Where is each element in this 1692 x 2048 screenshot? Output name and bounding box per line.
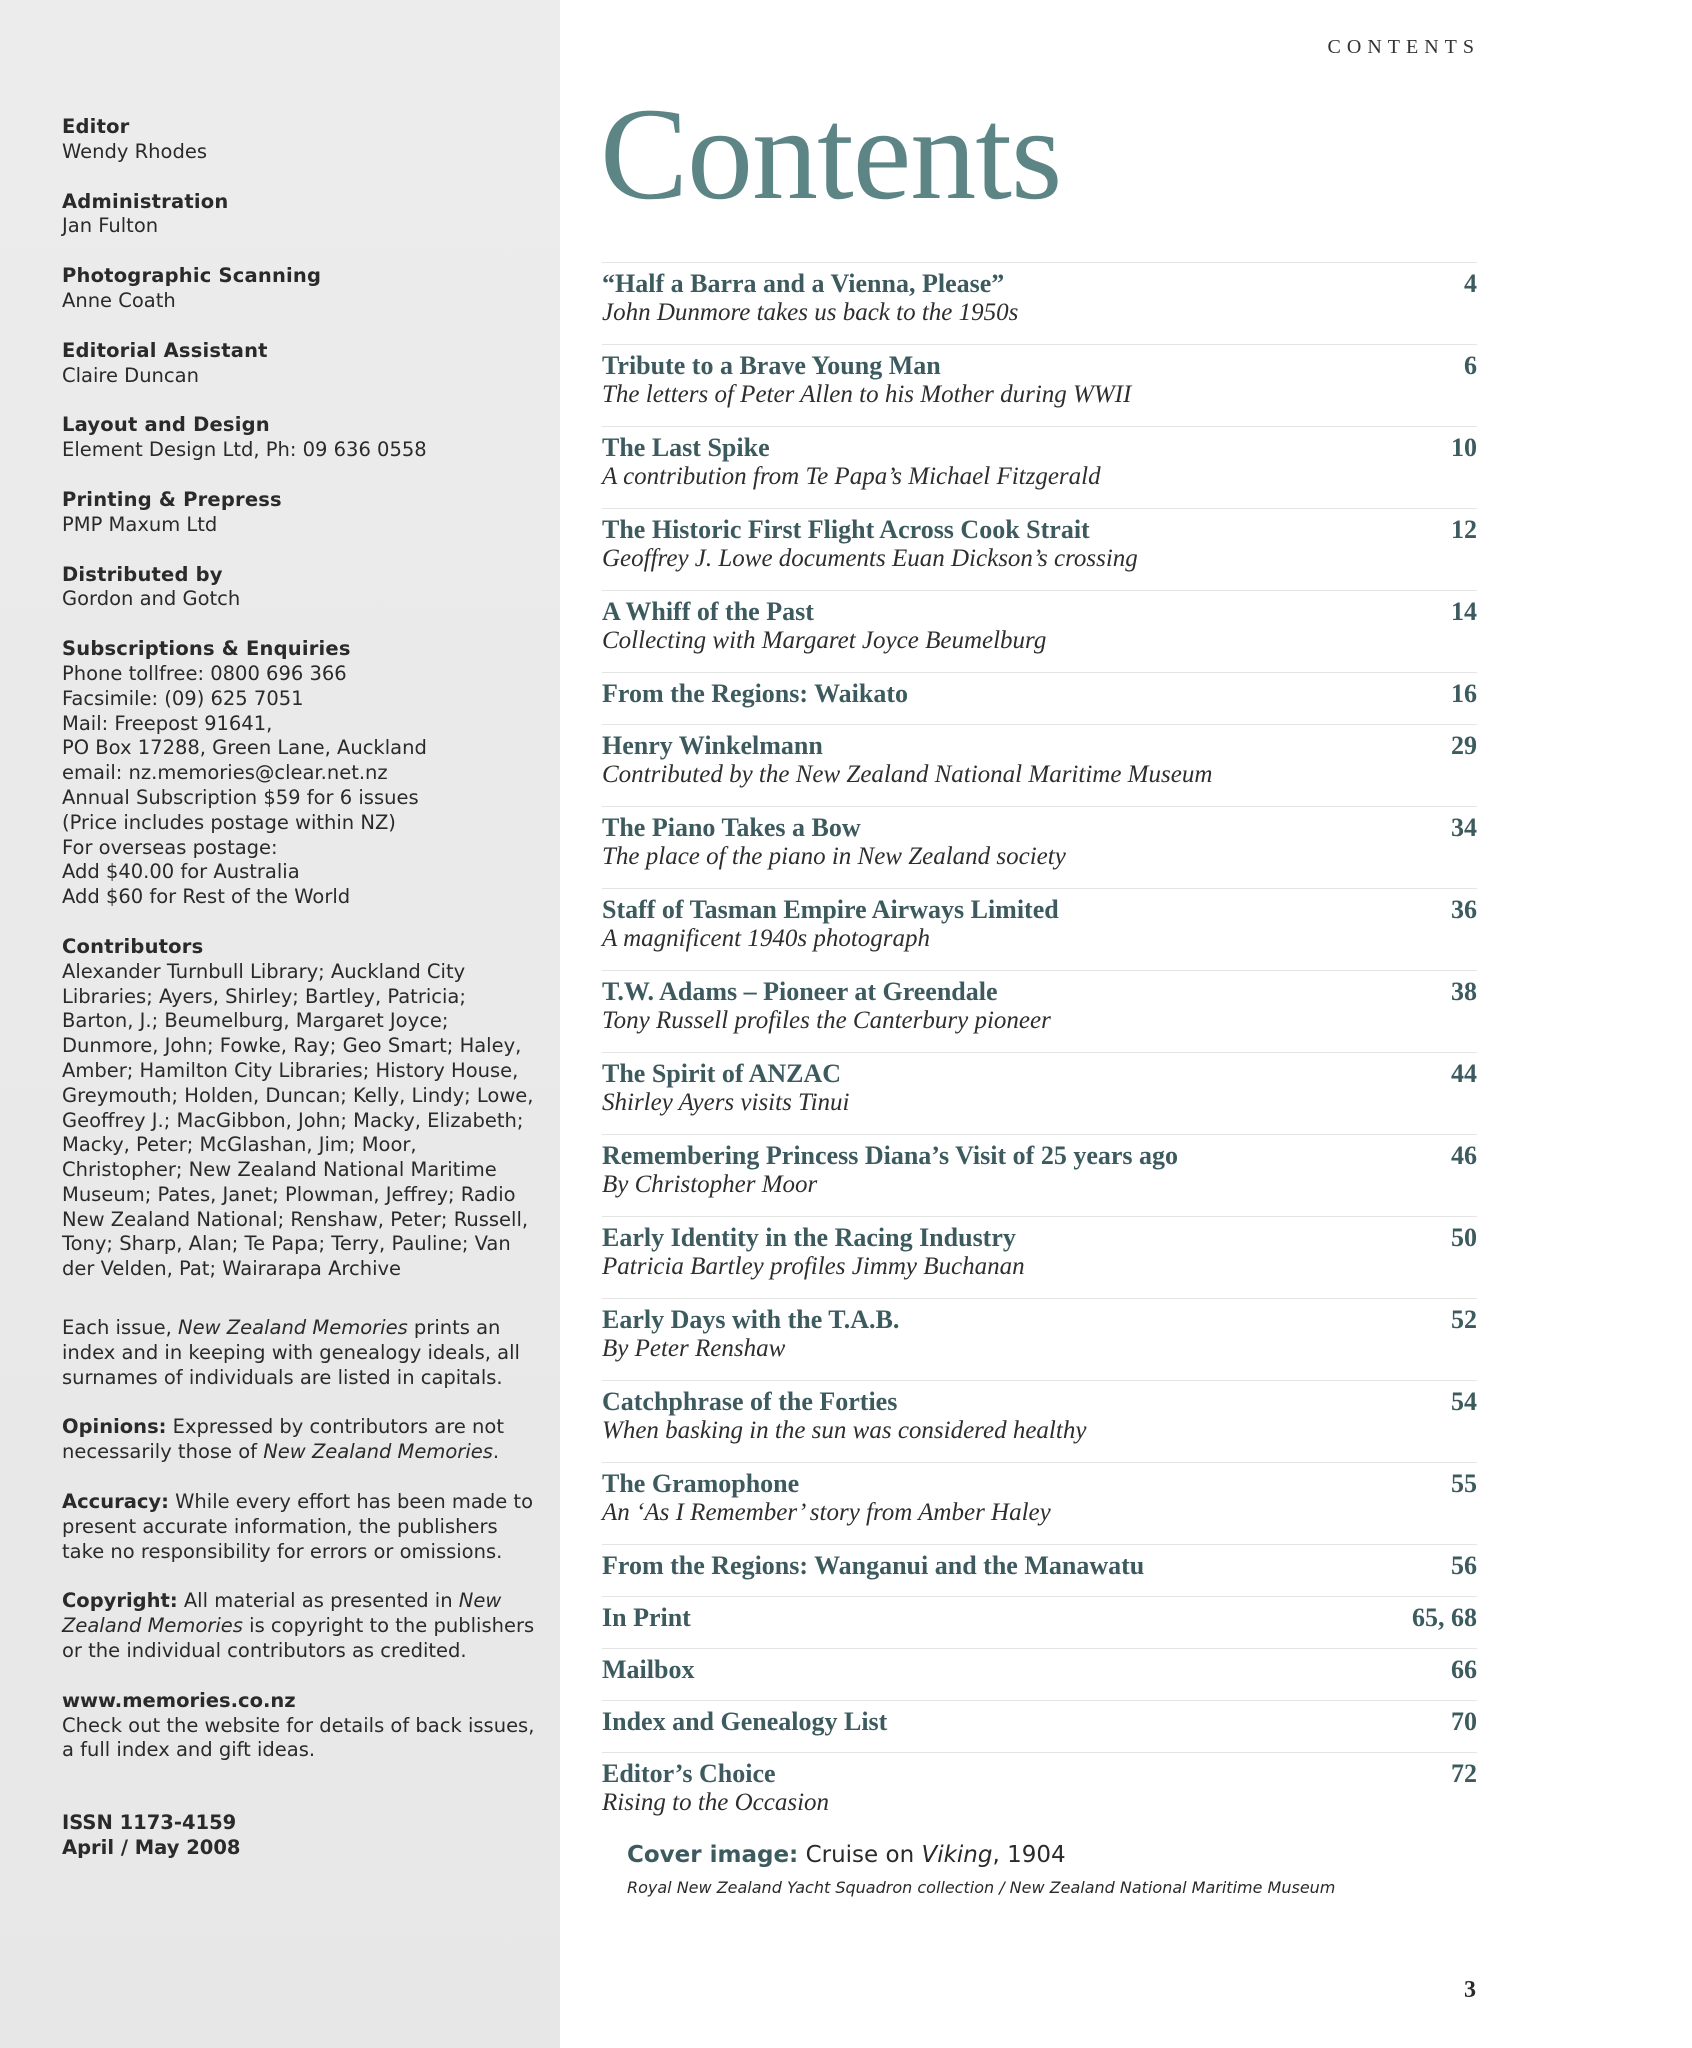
issn-block: [62, 1811, 540, 1861]
website-link[interactable]: www.memories.co.nz: [62, 1688, 296, 1712]
entry-title: Catchphrase of the Forties: [602, 1387, 898, 1416]
entry-subtitle: Patricia Bartley profiles Jimmy Buchanan: [602, 1253, 1025, 1280]
subscriptions-heading: Subscriptions & Enquiries: [62, 637, 351, 661]
credit-role: Editorial Assistant: [62, 338, 268, 362]
section-label: CONTENTS: [1327, 36, 1480, 58]
copyright-magazine: New Zealand Memories: [62, 1589, 502, 1638]
entry-page-number: 4: [1464, 269, 1477, 298]
contributors-block: [62, 935, 540, 1282]
index-note-magazine: New Zealand Memories: [178, 1316, 408, 1340]
contents-entry: [602, 1134, 1477, 1216]
entry-page-number: 52: [1451, 1305, 1477, 1334]
subscription-line: Phone tollfree: 0800 696 366: [62, 661, 347, 685]
entry-page-number: 14: [1451, 597, 1477, 626]
subscription-line: email: nz.memories@clear.net.nz: [62, 761, 388, 785]
credit-item: [62, 413, 540, 463]
entry-title: Editor’s Choice: [602, 1759, 776, 1788]
credit-item: [62, 563, 540, 613]
contents-entry: [602, 672, 1477, 724]
subscription-line: For overseas postage:: [62, 835, 278, 859]
issue-date: April / May 2008: [62, 1836, 241, 1860]
copyright-text: All material as presented in: [177, 1589, 459, 1613]
credit-role: Printing & Prepress: [62, 487, 282, 511]
opinions-lead: Opinions:: [62, 1415, 167, 1439]
entry-subtitle: Collecting with Margaret Joyce Beumelburg: [602, 627, 1047, 654]
entry-page-number: 50: [1451, 1223, 1477, 1252]
entry-page-number: 66: [1451, 1655, 1477, 1684]
contents-list: [602, 262, 1477, 1834]
copyright-note: [62, 1589, 540, 1663]
cover-credit: Royal New Zealand Yacht Squadron collection / New Zealand National Maritime Museum: [627, 1878, 1336, 1897]
contents-entry: [602, 806, 1477, 888]
cover-caption: [627, 1842, 1487, 1897]
contents-entry: [602, 1596, 1477, 1648]
entry-title: The Historic First Flight Across Cook Strait: [602, 515, 1090, 544]
entry-page-number: 16: [1451, 679, 1477, 708]
credit-name: Wendy Rhodes: [62, 139, 207, 163]
entry-title: Index and Genealogy List: [602, 1707, 888, 1736]
subscriptions-lines: [62, 662, 540, 910]
credit-name: Element Design Ltd, Ph: 09 636 0558: [62, 438, 427, 462]
contents-entry: [602, 1052, 1477, 1134]
entry-page-number: 34: [1451, 813, 1477, 842]
credit-name: Claire Duncan: [62, 363, 199, 387]
entry-title: Henry Winkelmann: [602, 731, 823, 760]
entry-title: A Whiff of the Past: [602, 597, 814, 626]
entry-page-number: 44: [1451, 1059, 1477, 1088]
entry-subtitle: The letters of Peter Allen to his Mother during WWII: [602, 381, 1132, 408]
entry-subtitle: Tony Russell profiles the Canterbury pioneer: [602, 1007, 1051, 1034]
copyright-lead: Copyright:: [62, 1589, 178, 1613]
entry-subtitle: The place of the piano in New Zealand society: [602, 843, 1066, 870]
cover-caption-year: , 1904: [992, 1842, 1066, 1868]
subscription-line: Mail: Freepost 91641,: [62, 711, 273, 735]
subscription-line: Annual Subscription $59 for 6 issues: [62, 785, 419, 809]
page-title: Contents: [600, 80, 1062, 227]
entry-title: The Last Spike: [602, 433, 770, 462]
accuracy-lead: Accuracy:: [62, 1490, 169, 1514]
entry-page-number: 29: [1451, 731, 1477, 760]
entry-subtitle: Contributed by the New Zealand National Maritime Museum: [602, 761, 1213, 788]
entry-page-number: 56: [1451, 1551, 1477, 1580]
opinions-end: .: [492, 1440, 500, 1464]
contents-entry: [602, 590, 1477, 672]
contents-entry: [602, 1700, 1477, 1752]
contents-entry: [602, 1648, 1477, 1700]
credit-role: Photographic Scanning: [62, 264, 322, 288]
accuracy-text: While every effort has been made to present accurate information, the publishers take no responsibility for errors or omissions.: [62, 1490, 534, 1563]
page-number: 3: [1464, 1977, 1476, 2003]
entry-subtitle: John Dunmore takes us back to the 1950s: [602, 299, 1019, 326]
cover-caption-line: [627, 1842, 1487, 1868]
subscription-line: (Price includes postage within NZ): [62, 810, 396, 834]
subscription-line: Facsimile: (09) 625 7051: [62, 686, 304, 710]
website-note: [62, 1689, 540, 1763]
entry-subtitle: Shirley Ayers visits Tinui: [602, 1089, 850, 1116]
contents-entry: [602, 262, 1477, 344]
entry-page-number: 70: [1451, 1707, 1477, 1736]
contents-entry: [602, 970, 1477, 1052]
masthead-content: [62, 115, 540, 1861]
entry-subtitle: By Peter Renshaw: [602, 1335, 786, 1362]
credit-role: Administration: [62, 189, 229, 213]
entry-subtitle: A contribution from Te Papa’s Michael Fitzgerald: [602, 463, 1101, 490]
entry-title: Tribute to a Brave Young Man: [602, 351, 941, 380]
credit-name: Gordon and Gotch: [62, 587, 241, 611]
contributors-text: Alexander Turnbull Library; Auckland City Libraries; Ayers, Shirley; Bartley, Patricia; Barton, J.; Beumelburg, Margaret Joyce; Dunmore, John; Fowke, Ray; Geo Smart; Haley, Amber; Hamilton City Libraries; History House, Greymouth; Holden, Duncan; Kelly, Lindy; Lowe, Geoffrey J.; MacGibbon, John; Macky, Elizabeth; Macky, Peter; McGlashan, Jim; Moor, Christopher; New Zealand National Maritime Museum; Pates, Janet; Plowman, Jeffrey; Radio New Zealand National; Renshaw, Peter; Russell, Tony; Sharp, Alan; Te Papa; Terry, Pauline; Van der Velden, Pat; Wairarapa Archive: [62, 959, 534, 1281]
credit-item: [62, 264, 540, 314]
credit-role: Distributed by: [62, 562, 223, 586]
contents-entry: [602, 1544, 1477, 1596]
contributors-heading: Contributors: [62, 934, 204, 958]
entry-title: Mailbox: [602, 1655, 695, 1684]
entry-page-number: 55: [1451, 1469, 1477, 1498]
contents-entry: [602, 344, 1477, 426]
entry-title: “Half a Barra and a Vienna, Please”: [602, 269, 1005, 298]
entry-page-number: 38: [1451, 977, 1477, 1006]
credit-item: [62, 339, 540, 389]
contents-entry: [602, 426, 1477, 508]
credits-list: [62, 115, 540, 612]
entry-title: T.W. Adams – Pioneer at Greendale: [602, 977, 998, 1006]
entry-subtitle: An ‘As I Remember’ story from Amber Haley: [602, 1499, 1051, 1526]
entry-page-number: 54: [1451, 1387, 1477, 1416]
entry-title: In Print: [602, 1603, 691, 1632]
entry-subtitle: By Christopher Moor: [602, 1171, 818, 1198]
contents-entry: [602, 724, 1477, 806]
opinions-magazine: New Zealand Memories: [263, 1440, 493, 1464]
credit-name: Jan Fulton: [62, 214, 159, 238]
entry-title: Remembering Princess Diana’s Visit of 25 years ago: [602, 1141, 1179, 1170]
entry-subtitle: A magnificent 1940s photograph: [602, 925, 931, 952]
index-note-text: Each issue,: [62, 1316, 179, 1340]
credit-item: [62, 488, 540, 538]
accuracy-note: [62, 1490, 540, 1564]
index-note: [62, 1316, 540, 1390]
credit-role: Layout and Design: [62, 413, 270, 437]
contents-entry: [602, 1298, 1477, 1380]
contents-entry: [602, 1216, 1477, 1298]
masthead-sidebar: [0, 0, 560, 2048]
entry-page-number: 46: [1451, 1141, 1477, 1170]
entry-title: The Spirit of ANZAC: [602, 1059, 842, 1088]
entry-page-number: 72: [1451, 1759, 1477, 1788]
entry-page-number: 65, 68: [1412, 1603, 1477, 1632]
credit-role: Editor: [62, 115, 130, 138]
credit-name: Anne Coath: [62, 288, 176, 312]
index-note-rest: prints an index and in keeping with genealogy ideals, all surnames of individuals are listed in capitals.: [62, 1316, 520, 1389]
contents-entry: [602, 508, 1477, 590]
entry-title: The Gramophone: [602, 1469, 800, 1498]
contents-entry: [602, 888, 1477, 970]
opinions-text: Expressed by contributors are not necessarily those of: [62, 1415, 504, 1464]
subscriptions-block: [62, 637, 540, 910]
credit-name: PMP Maxum Ltd: [62, 512, 218, 536]
copyright-rest: is copyright to the publishers or the individual contributors as credited.: [62, 1614, 535, 1663]
entry-subtitle: Rising to the Occasion: [602, 1789, 830, 1816]
entry-page-number: 36: [1451, 895, 1477, 924]
credit-item: [62, 190, 540, 240]
entry-title: From the Regions: Wanganui and the Manawatu: [602, 1551, 1145, 1580]
entry-subtitle: Geoffrey J. Lowe documents Euan Dickson’s crossing: [602, 545, 1138, 572]
cover-caption-text: Cruise on: [798, 1842, 922, 1868]
opinions-note: [62, 1415, 540, 1465]
subscription-line: PO Box 17288, Green Lane, Auckland: [62, 736, 427, 760]
entry-page-number: 6: [1464, 351, 1477, 380]
cover-caption-lead: Cover image:: [627, 1842, 799, 1868]
credit-item: [62, 115, 540, 165]
subscription-line: Add $60 for Rest of the World: [62, 885, 351, 909]
website-text: Check out the website for details of back issues, a full index and gift ideas.: [62, 1713, 535, 1762]
subscription-line: Add $40.00 for Australia: [62, 860, 300, 884]
contents-entry: [602, 1380, 1477, 1462]
cover-caption-vessel: Viking: [921, 1842, 993, 1868]
entry-title: From the Regions: Waikato: [602, 679, 908, 708]
entry-title: Staff of Tasman Empire Airways Limited: [602, 895, 1059, 924]
entry-page-number: 10: [1451, 433, 1477, 462]
issn-number: ISSN 1173-4159: [62, 1811, 237, 1835]
entry-page-number: 12: [1451, 515, 1477, 544]
entry-title: Early Days with the T.A.B.: [602, 1305, 900, 1334]
entry-title: Early Identity in the Racing Industry: [602, 1223, 1016, 1252]
contents-entry: [602, 1462, 1477, 1544]
entry-subtitle: When basking in the sun was considered healthy: [602, 1417, 1087, 1444]
entry-title: The Piano Takes a Bow: [602, 813, 861, 842]
contents-entry: [602, 1752, 1477, 1834]
